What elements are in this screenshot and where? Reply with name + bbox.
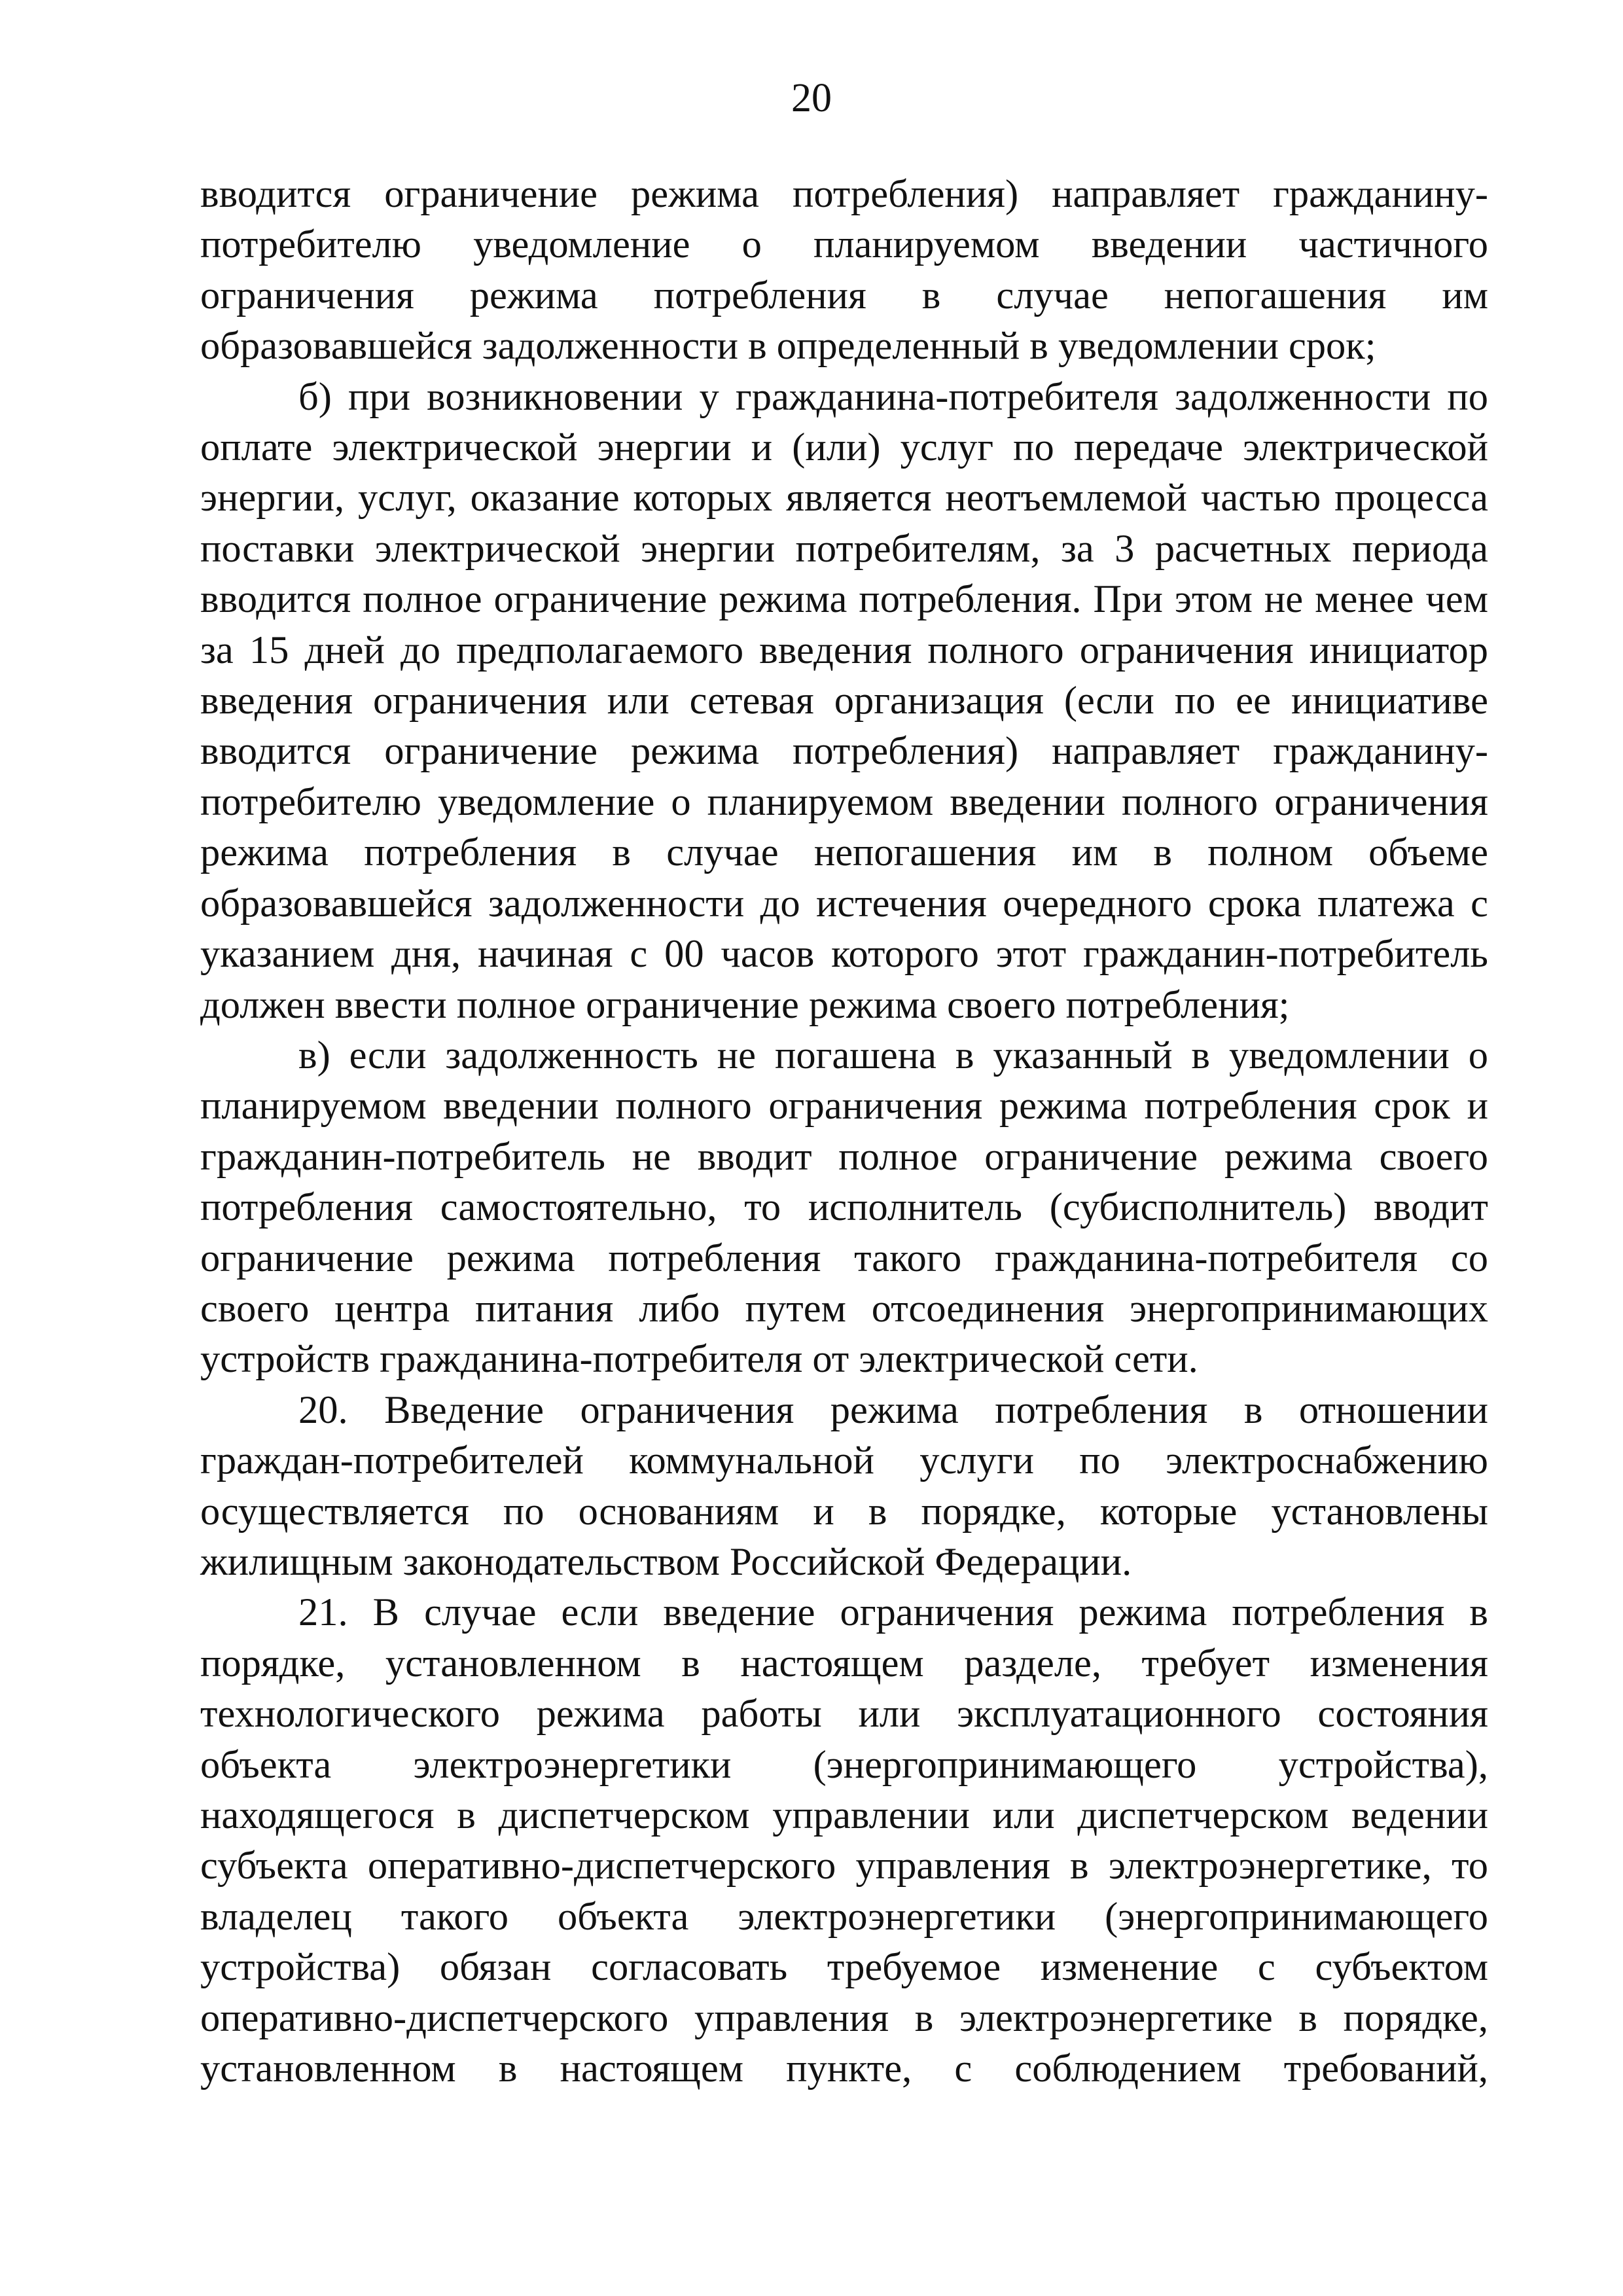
paragraph-item-b: б) при возникновении у гражданина-потребителя задолженности по оплате электрической энергии и (или) услуг по передаче электрической энергии, услуг, оказание которых является неотъемлемой частью процесса поставки электрической энергии потребителям, за 3 расчетных периода вводится полное ограничение режима потребления. При этом не менее чем за 15 дней до предполагаемого введения полного ограничения инициатор введения ограничения или сетевая организация (если по ее инициативе вводится ограничение режима потребления) направляет гражданину-потребителю уведомление о планируемом введении полного ограничения режима потребления в случае непогашения им в полном объеме образовавшейся задолженности до истечения очередного срока платежа с указанием дня, начиная с 00 часов которого этот гражданин-потребитель должен ввести полное ограничение режима своего потребления; [200, 374, 1488, 1027]
paragraph-clause-21: 21. В случае если введение ограничения режима потребления в порядке, установленном в настоящем разделе, требует изменения технологического режима работы или эксплуатационного состояния объекта электроэнергетики (энергопринимающего устройства), находящегося в диспетчерском управлении или диспетчерском ведении субъекта оперативно-диспетчерского управления в электроэнергетике, то владелец такого объекта электроэнергетики (энергопринимающего устройства) обязан согласовать требуемое изменение с субъектом оперативно-диспетчерского управления в электроэнергетике в порядке, установленном в настоящем пункте, с соблюдением требований, [200, 1590, 1488, 2091]
paragraph-clause-20: 20. Введение ограничения режима потребления в отношении граждан-потребителей коммунальной услуги по электроснабжению осуществляется по основаниям и в порядке, которые установлены жилищным законодательством Российской Федерации. [200, 1388, 1488, 1584]
document-body [200, 169, 1488, 2094]
page-number: 20 [791, 76, 832, 120]
paragraph-item-v: в) если задолженность не погашена в указанный в уведомлении о планируемом введении полного ограничения режима потребления срок и гражданин-потребитель не вводит полное ограничение режима своего потребления самостоятельно, то исполнитель (субисполнитель) вводит ограничение режима потребления такого гражданина-потребителя со своего центра питания либо путем отсоединения энергопринимающих устройств гражданина-потребителя от электрической сети. [200, 1033, 1488, 1382]
paragraph-continuation: вводится ограничение режима потребления) направляет гражданину-потребителю уведомление о планируемом введении частичного ограничения режима потребления в случае непогашения им образовавшейся задолженности в определенный в уведомлении срок; [200, 172, 1488, 368]
